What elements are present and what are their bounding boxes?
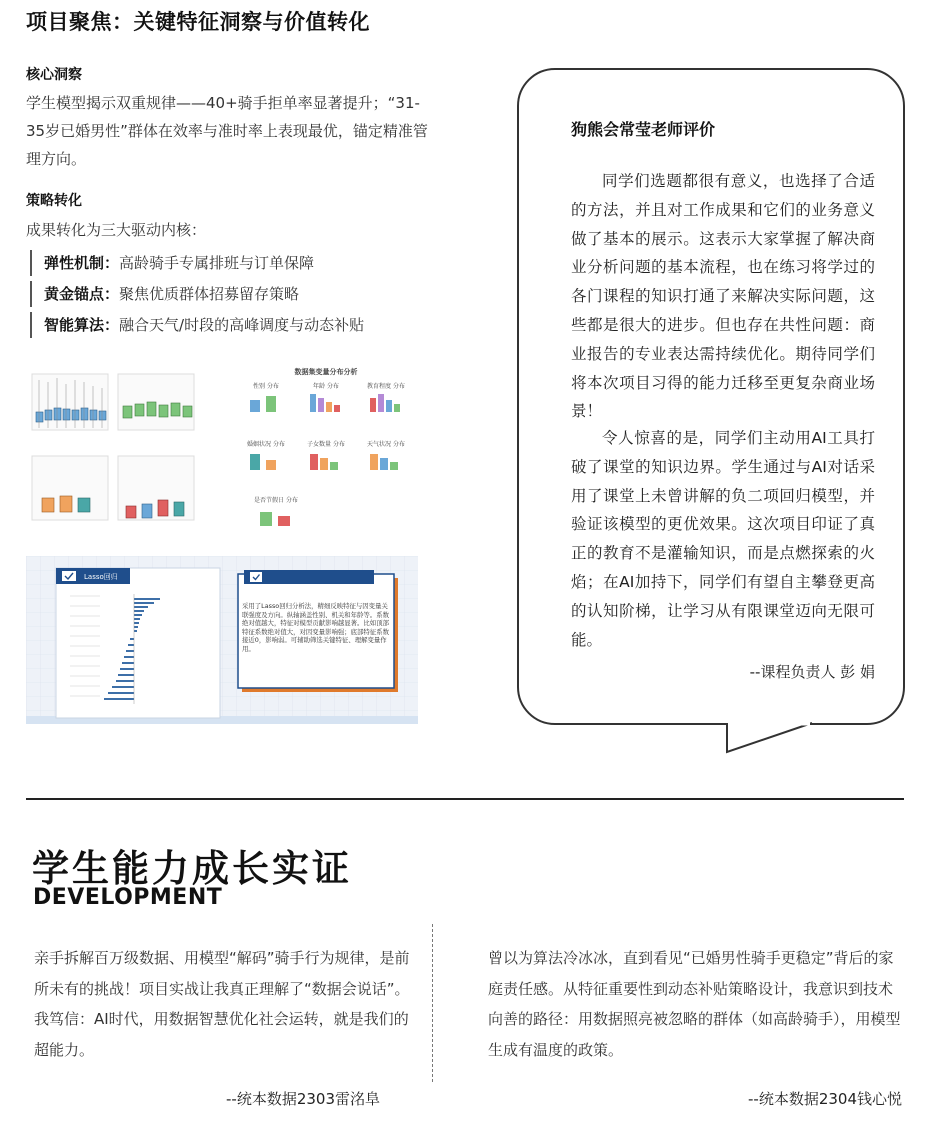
review-signature: --课程负责人 彭 娟 [749,663,875,681]
boxplot-panel-2 [118,374,194,430]
strategy-point-text: 聚焦优质群体招募留存策略 [119,285,300,303]
section-divider [26,798,904,800]
strategy-point [30,312,364,338]
review-title: 狗熊会常莹老师评价 [571,120,716,139]
strategy-point [30,250,314,276]
strategy-point-label: 弹性机制： [44,254,120,272]
student-quote-right: 曾以为算法冷冰冰，直到看见“已婚男性骑手更稳定”背后的家庭责任感。从特征重要性到动态补贴策略设计，我意识到技术向善的路径：用数据照亮被忽略的群体（如高龄骑手），用模型生成有温度的政策。 [488,949,901,1060]
boxplot-panel-1 [32,374,108,430]
charts-thumbnail [26,360,418,552]
boxplot-panel-4 [118,456,194,520]
insight-text: 学生模型揭示双重规律——40+骑手拒单率显著提升；“31-35岁已婚男性”群体在效率与准时率上表现最优，锚定精准管理方向。 [26,94,428,168]
insight-heading: 核心洞察 [26,67,82,83]
lasso-thumbnail [26,556,418,724]
chart-title: 婚姻状况 分布 [247,441,285,448]
chart-title: 子女数量 分布 [307,441,345,448]
review-paragraph: 令人惊喜的是，同学们主动用AI工具打破了课堂的知识边界。学生通过与AI对话采用了课堂上未曾讲解的负二项回归模型，并验证该模型的更优效果。这次项目印证了真正的教育不是灌输知识，而是点燃探索的火焰；在AI加持下，同学们有望自主攀登更高的认知阶梯，让学习从有限课堂迈向无限可能。 [571,429,875,649]
chart-title: 是否节假日 分布 [254,497,298,504]
strategy-point-label: 智能算法： [44,316,120,334]
student-signature-left: --统本数据2303雷洺阜 [226,1090,380,1108]
chart-title: 天气状况 分布 [367,441,405,448]
distribution-title: 数据集变量分布分析 [294,368,358,376]
strategy-point [30,281,299,307]
student-quote-left: 亲手拆解百万级数据、用模型“解码”骑手行为规律，是前所未有的挑战！项目实战让我真正理解了“数据会说话”。我笃信：AI时代，用数据智慧优化社会运转，就是我们的超能力。 [34,949,410,1060]
dashed-separator [432,924,433,1082]
boxplot-panel-3 [32,456,108,520]
growth-title: 学生能力成长实证 [32,847,352,890]
chart-title: 教育程度 分布 [367,383,405,390]
page-title: 项目聚焦：关键特征洞察与价值转化 [26,10,370,34]
strategy-point-text: 融合天气/时段的高峰调度与动态补贴 [119,316,365,334]
student-signature-right: --统本数据2304钱心悦 [748,1090,902,1108]
chart-title: 性别 分布 [253,383,279,390]
growth-subtitle: DEVELOPMENT [33,885,223,910]
strategy-heading: 策略转化 [26,193,82,209]
review-paragraph: 同学们选题都很有意义，也选择了合适的方法，并且对工作成果和它们的业务意义做了基本的展示。这表示大家掌握了解决商业分析问题的基本流程，也在练习将学过的各门课程的知识打通了来解决实际问题，这些都是很大的进步。但也存在共性问题：商业报告的专业表达需持续优化。期待同学们将本次项目习得的能力迁移至更复杂商业场景！ [571,172,875,421]
strategy-point-text: 高龄骑手专属排班与订单保障 [119,254,315,272]
lasso-note: 采用了Lasso回归分析法，精细反映特征与因变量关联强度及方向。纵轴涵盖性别、机关和年龄等。系数绝对值越大，特征对模型贡献影响越显著。比如顶部特征系数绝对值大，对因变量影响强；底部特征系数接近0，影响弱。可辅助筛选关键特征、理解变量作用。 [242,602,389,653]
distribution-panel [247,367,405,526]
strategy-point-label: 黄金锚点： [44,285,120,303]
lasso-tag: Lasso回归 [84,573,118,581]
chart-title: 年龄 分布 [313,383,339,390]
strategy-intro: 成果转化为三大驱动内核： [26,221,207,239]
